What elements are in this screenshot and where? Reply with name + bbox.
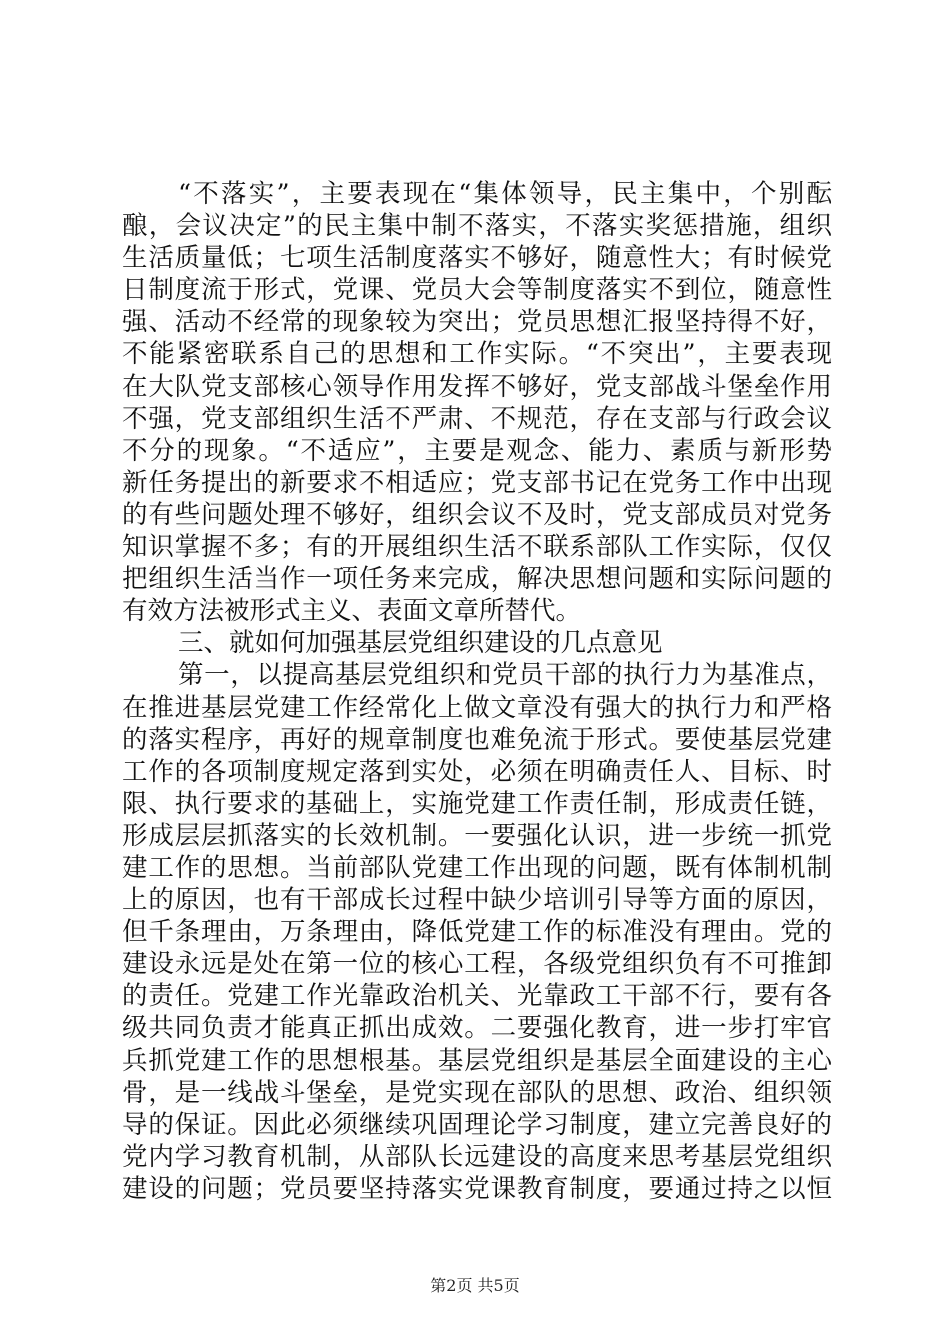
paragraph-line: 建设永远是处在第一位的核心工程，各级党组织负有不可推卸: [122, 949, 832, 980]
paragraph-line: 建工作的思想。当前部队党建工作出现的问题，既有体制机制: [122, 852, 832, 883]
document-body: [122, 178, 832, 1205]
paragraph-line: 党内学习教育机制，从部队长远建设的高度来思考基层党组织: [122, 1141, 832, 1172]
paragraph-line: 在推进基层党建工作经常化上做文章没有强大的执行力和严格: [122, 692, 832, 723]
paragraph-line: 强、活动不经常的现象较为突出；党员思想汇报坚持得不好，: [122, 307, 832, 338]
paragraph-line: 的有些问题处理不够好，组织会议不及时，党支部成员对党务: [122, 499, 832, 530]
paragraph-line: 但千条理由，万条理由，降低党建工作的标准没有理由。党的: [122, 917, 832, 948]
section-heading: 三、就如何加强基层党组织建设的几点意见: [178, 628, 663, 659]
paragraph-line: 日制度流于形式，党课、党员大会等制度落实不到位，随意性: [122, 275, 832, 306]
paragraph-line: 酿，会议决定”的民主集中制不落实，不落实奖惩措施，组织: [122, 211, 832, 242]
paragraph-line: 新任务提出的新要求不相适应；党支部书记在党务工作中出现: [122, 467, 832, 498]
paragraph-line: 骨，是一线战斗堡垒，是党实现在部队的思想、政治、组织领: [122, 1077, 832, 1108]
paragraph-line: 兵抓党建工作的思想根基。基层党组织是基层全面建设的主心: [122, 1045, 832, 1076]
paragraph-line: 的责任。党建工作光靠政治机关、光靠政工干部不行，要有各: [122, 981, 832, 1012]
paragraph-line: 第一，以提高基层党组织和党员干部的执行力为基准点，: [178, 660, 832, 691]
paragraph-line: 导的保证。因此必须继续巩固理论学习制度，建立完善良好的: [122, 1109, 832, 1140]
paragraph-line: 在大队党支部核心领导作用发挥不够好，党支部战斗堡垒作用: [122, 371, 832, 402]
paragraph-line: 有效方法被形式主义、表面文章所替代。: [122, 596, 582, 627]
paragraph-line: 生活质量低；七项生活制度落实不够好，随意性大；有时候党: [122, 243, 832, 274]
paragraph-line: 知识掌握不多；有的开展组织生活不联系部队工作实际，仅仅: [122, 532, 832, 563]
paragraph-line: 不强，党支部组织生活不严肃、不规范，存在支部与行政会议: [122, 403, 832, 434]
paragraph-line: 建设的问题；党员要坚持落实党课教育制度，要通过持之以恒: [122, 1173, 832, 1204]
paragraph-line: 把组织生活当作一项任务来完成，解决思想问题和实际问题的: [122, 564, 832, 595]
paragraph-line: 限、执行要求的基础上，实施党建工作责任制，形成责任链，: [122, 788, 832, 819]
paragraph-line: 工作的各项制度规定落到实处，必须在明确责任人、目标、时: [122, 756, 832, 787]
paragraph-line: 形成层层抓落实的长效机制。一要强化认识，进一步统一抓党: [122, 820, 832, 851]
paragraph-line: 级共同负责才能真正抓出成效。二要强化教育，进一步打牢官: [122, 1013, 832, 1044]
paragraph-line: 不分的现象。“不适应”，主要是观念、能力、素质与新形势: [122, 435, 832, 466]
paragraph-line: “不落实”，主要表现在“集体领导，民主集中，个别酝: [178, 179, 832, 209]
paragraph-line: 的落实程序，再好的规章制度也难免流于形式。要使基层党建: [122, 724, 832, 755]
page-number-footer: 第2页 共5页: [430, 1276, 520, 1295]
paragraph-line: 不能紧密联系自己的思想和工作实际。“不突出”，主要表现: [122, 339, 832, 370]
paragraph-line: 上的原因，也有干部成长过程中缺少培训引导等方面的原因，: [122, 885, 832, 916]
